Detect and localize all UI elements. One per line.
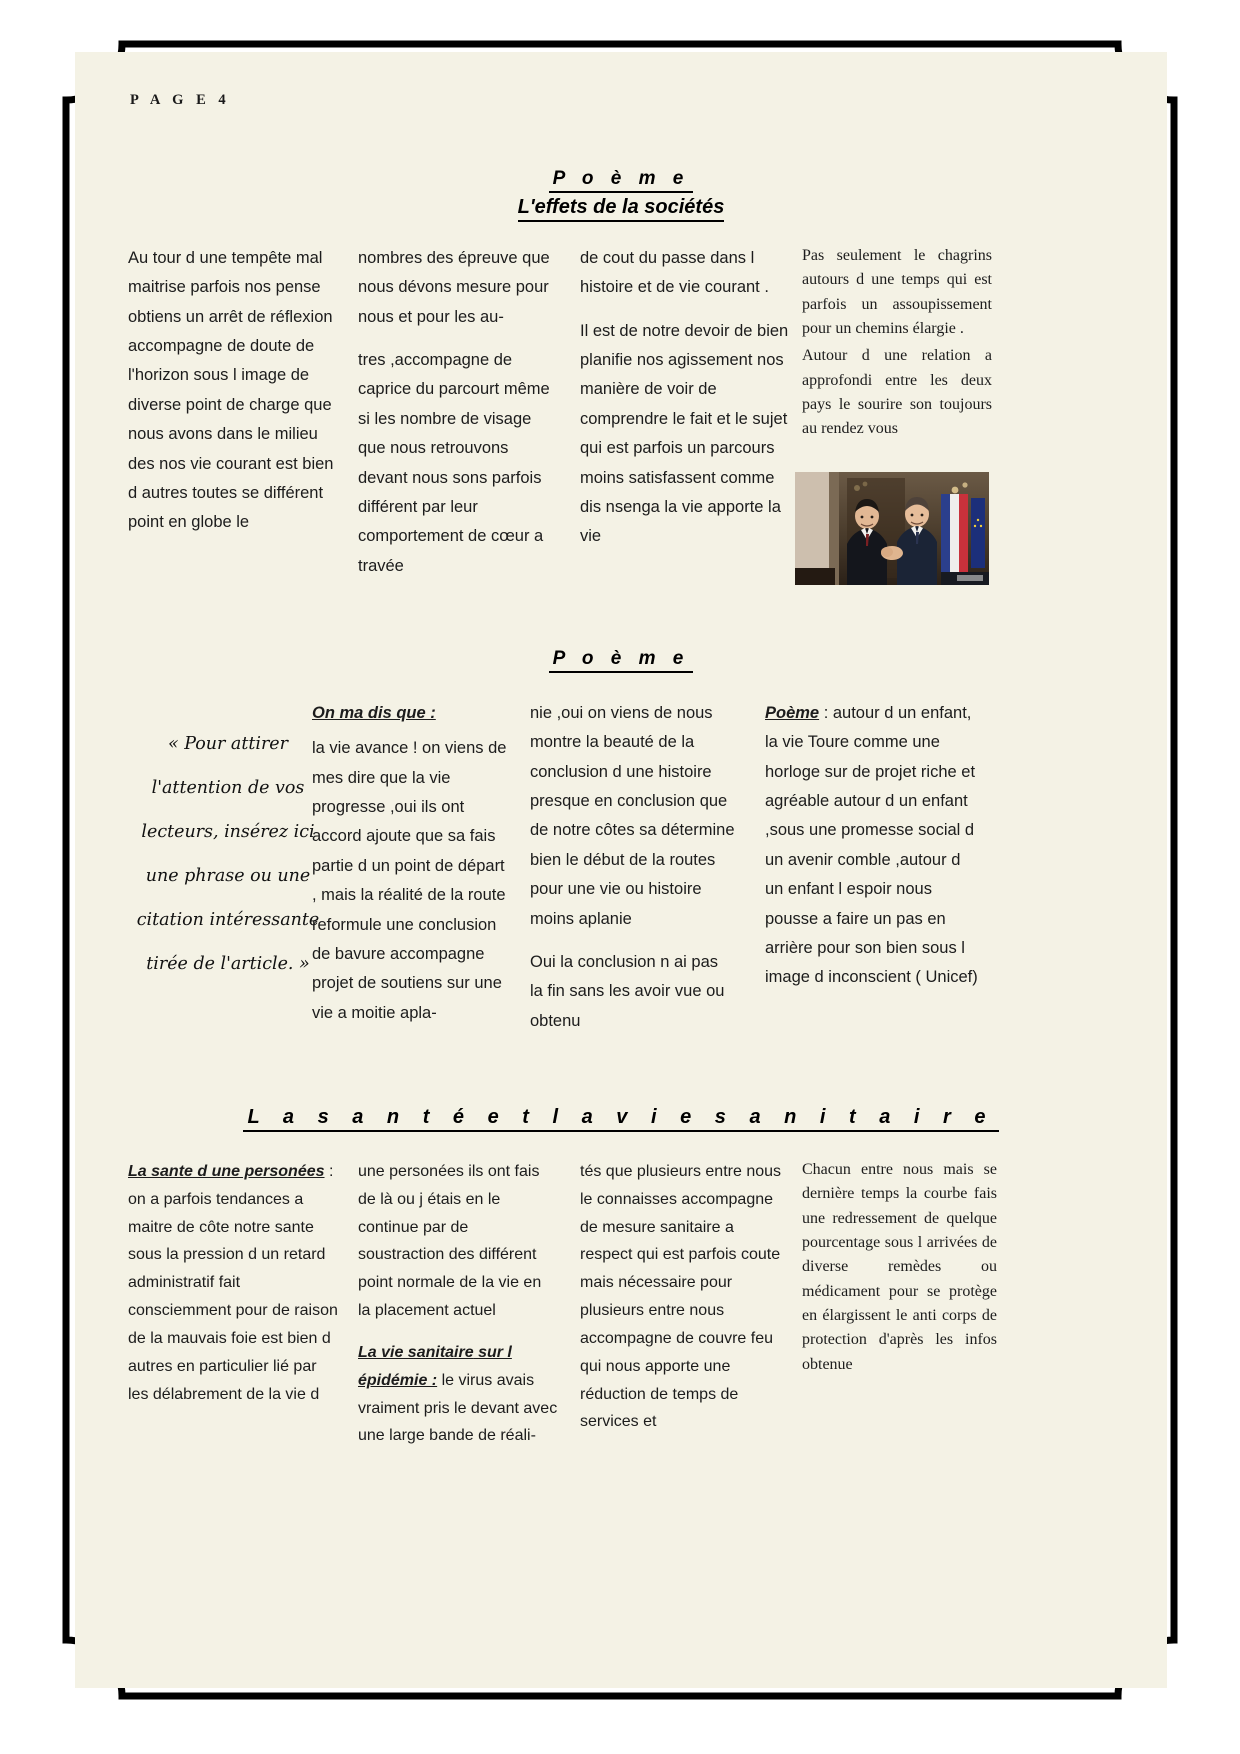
section3-title — [75, 1106, 1167, 1132]
section1-title — [75, 168, 1167, 222]
section2-title — [75, 648, 1167, 673]
section1-title-line1: P o è m e — [549, 168, 694, 193]
section1-title-line2: L'effets de la sociétés — [518, 196, 725, 222]
section2-column-4: Poème : autour d un enfant, la vie Toure comme une horloge sur de projet riche et agréable autour d un enfant ,sous une promesse social d un avenir comble ,autour d un enfant l espoir nous pousse a faire un pas en arrière pour son bien sous l image d inconscient ( Unicef) — [765, 704, 978, 987]
section-poeme-societes — [75, 168, 1167, 624]
section3-column-2: une personées ils ont fais de là ou j étais en le continue par de soustraction des différent point normale de la vie en la placement actuel La vie sanitaire sur l épidémie : le virus avais vraiment pris le devant avec une large bande de réali- — [358, 1163, 558, 1445]
section3-col2-heading: La vie sanitaire — [358, 1343, 474, 1361]
section3-col1-heading: La sante d une personées — [128, 1163, 325, 1180]
section1-columns — [75, 244, 1167, 624]
pull-quote: « Pour attirer l'attention de vos lecteurs, insérez ici une phrase ou une citation intéressante tirée de l'article. » — [136, 733, 320, 975]
section3-column-3: tés que plusieurs entre nous le connaisses accompagne de mesure sanitaire a respect qui est parfois coute mais nécessaire pour plusieurs entre nous accompagne de couvre feu qui nous apporte une réduction de temps de services et — [580, 1163, 782, 1431]
section3-column-4: Chacun entre nous mais se dernière temps la courbe fais une redressement de quelque pourcentage sous l arrivées de diverse remèdes ou médicament pour se protège en élargissent le anti corps de protection d'après les infos obtenue — [802, 1161, 997, 1373]
section2-title-line1: P o è m e — [549, 648, 694, 673]
section1-column-2: nombres des épreuve que nous dévons mesure pour nous et pour les au- tres ,accompagne de caprice du parcourt même si les nombre de visage que nous retrouvons devant nous sons parfois différent par leur comportement de cœur a travée — [358, 249, 550, 575]
section2-col4-heading: Poème — [765, 704, 820, 722]
section-sante — [75, 1106, 1167, 1458]
section3-col2-subheading: sur l épidémie : — [358, 1343, 512, 1389]
section3-columns — [75, 1158, 1167, 1458]
section1-column-4: Pas seulement le chagrins autours d une temps qui est parfois un assoupissement pour un chemins élargie . Autour d une relation a approfondi entre les deux pays le sourire son toujours au rendez vous — [802, 247, 992, 438]
section2-column-2: On ma dis que : la vie avance ! on viens de mes dire que la vie progresse ,oui ils ont accord ajoute que sa fais partie d un point de départ , mais la réalité de la route reformule une conclusion de bavure accompagne projet de soutiens sur une vie a moitie apla- — [312, 704, 507, 1022]
section1-column-3: de cout du passe dans l histoire et de vie courant . Il est de notre devoir de bien planifie nos agissement nos manière de voir de comprendre le fait et le sujet qui est parfois un parcours moins satisfassent comme dis nsenga la vie apporte la vie — [580, 249, 789, 546]
page-number-header: P A G E 4 — [130, 92, 231, 108]
section2-col2-heading: On ma dis que : — [312, 704, 436, 722]
section2-column-3: nie ,oui on viens de nous montre la beauté de la conclusion d une histoire presque en conclusion que de notre côtes sa détermine bien le début de la routes pour une vie ou histoire moins aplanie Oui la conclusion n ai pas la fin sans les avoir vue ou obtenu — [530, 704, 735, 1030]
handshake-diplomatic-photo — [795, 472, 989, 585]
section1-column-1: Au tour d une tempête mal maitrise parfois nos pense obtiens un arrêt de réflexion accompagne de doute de l'horizon sous l image de diverse point de charge que nous avons dans le milieu des nos vie courant est bien d autres toutes se différent point en globe le — [128, 249, 334, 532]
section3-title-text: L a s a n t é e t l a v i e s a n i t a i r e — [243, 1106, 998, 1132]
section3-column-1: La sante d une personées : on a parfois tendances a maitre de côte notre sante sous la pression d un retard administratif fait consciemment pour de raison de la mauvais foie est bien d autres en particulier lié par les délabrement de la vie d — [128, 1163, 338, 1403]
